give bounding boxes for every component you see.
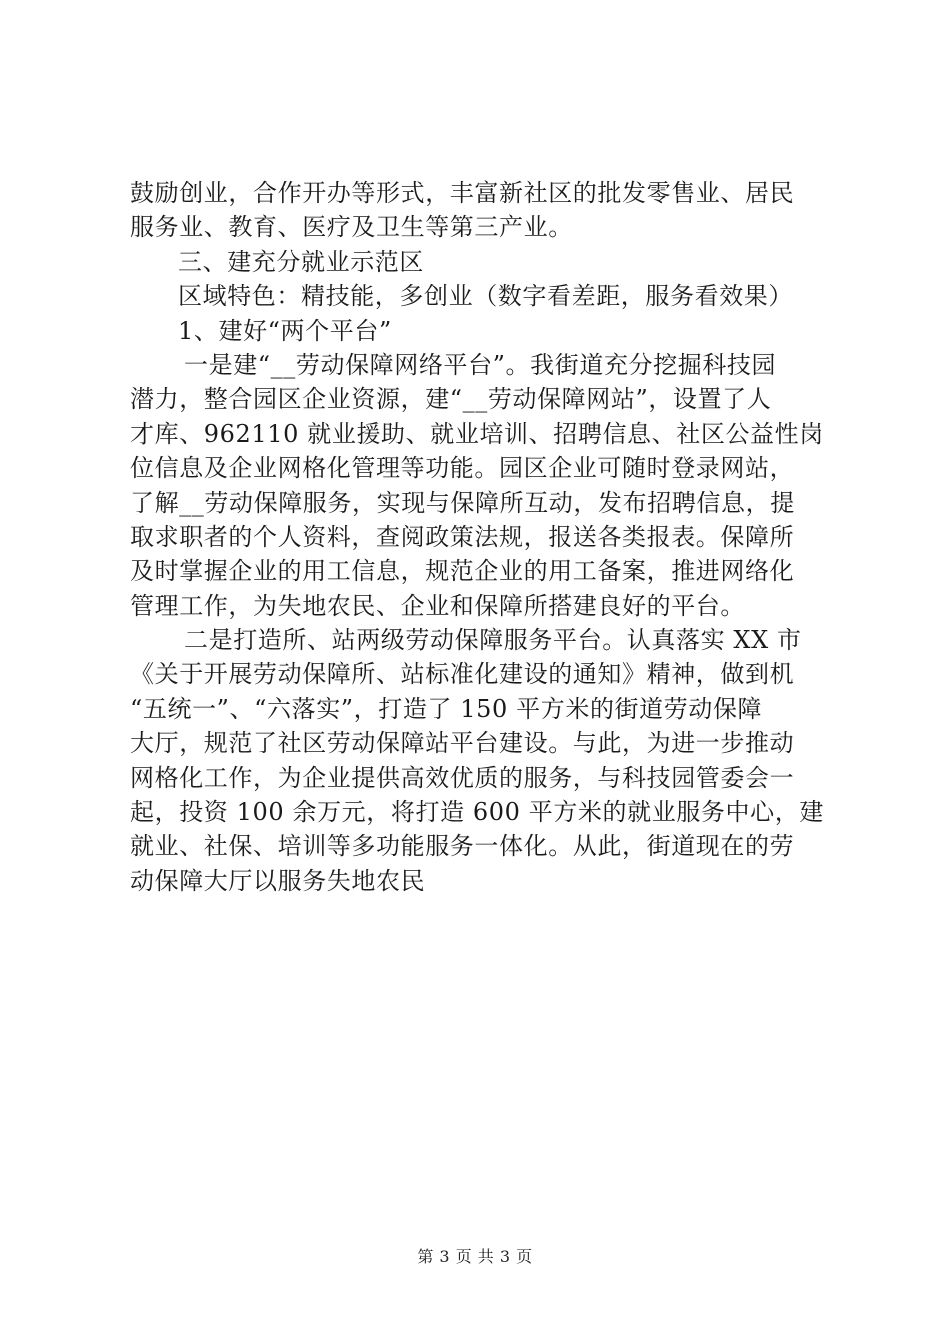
text-line: 起，投资 100 余万元，将打造 600 平方米的就业服务中心，建 [130,798,824,827]
text-line: 就业、社保、培训等多功能服务一体化。从此，街道现在的劳 [130,832,795,861]
text-line: 一是建“__劳动保障网络平台”。我街道充分挖掘科技园 [184,350,777,379]
text-line: 区域特色：精技能，多创业（数字看差距，服务看效果） [178,282,793,311]
text-line: 大厅，规范了社区劳动保障站平台建设。与此，为进一步推动 [130,729,795,758]
text-line: 才库、962110 就业援助、就业培训、招聘信息、社区公益性岗 [130,419,824,448]
section-heading: 三、建充分就业示范区 [178,247,424,276]
document-body [130,176,830,898]
text-line: 了解__劳动保障服务，实现与保障所互动，发布招聘信息，提 [130,488,795,517]
text-line: 取求职者的个人资料，查阅政策法规，报送各类报表。保障所 [130,522,795,551]
text-line: 服务业、教育、医疗及卫生等第三产业。 [130,213,573,242]
text-line: “五统一”、“六落实”，打造了 150 平方米的街道劳动保障 [130,694,763,723]
page-number-footer: 第 3 页 共 3 页 [417,1247,533,1266]
text-line: 位信息及企业网格化管理等功能。园区企业可随时登录网站， [130,454,795,483]
text-line: 网格化工作，为企业提供高效优质的服务，与科技园管委会一 [130,763,795,792]
text-line: 鼓励创业，合作开办等形式，丰富新社区的批发零售业、居民 [130,179,795,207]
text-line: 潜力，整合园区企业资源，建“__劳动保障网站”，设置了人 [130,385,772,414]
text-line: 《关于开展劳动保障所、站标准化建设的通知》精神，做到机 [130,660,795,689]
text-line: 管理工作，为失地农民、企业和保障所搭建良好的平台。 [130,591,745,620]
text-line: 二是打造所、站两级劳动保障服务平台。认真落实 XX 市 [184,626,802,655]
subsection-heading: 1、建好“两个平台” [178,316,392,345]
text-line: 及时掌握企业的用工信息，规范企业的用工备案，推进网络化 [130,557,795,586]
text-line: 动保障大厅以服务失地农民 [130,866,426,895]
